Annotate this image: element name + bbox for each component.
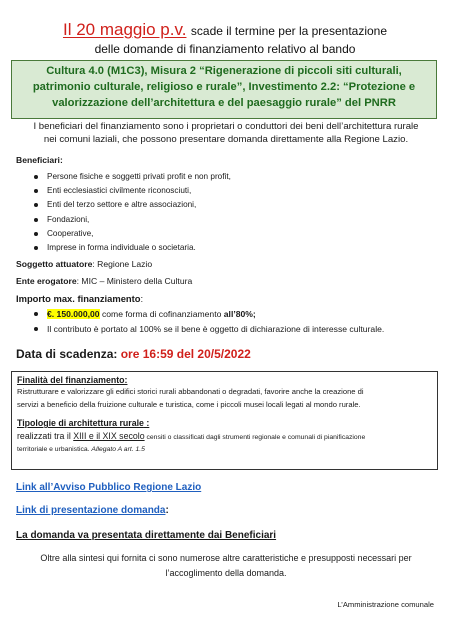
- types-lead: realizzati tra il: [17, 431, 74, 441]
- submission-link-line: [16, 505, 169, 516]
- implementer-line: [16, 259, 152, 269]
- beneficiaries-list: [34, 170, 231, 255]
- funding-heading: Importo max. finanziamento: [16, 293, 141, 304]
- purpose-text-line-2: servizi a beneficio della fruizione culturale e turistica, come i piccoli musei locali legati al mondo rurale.: [17, 400, 361, 409]
- types-rest: censiti o classificati dagli strumenti regionale e comunali di pianificazione: [144, 434, 366, 441]
- types-heading: Tipologie di architettura rurale: [17, 418, 144, 428]
- closing-line-2: l’accoglimento della domanda.: [165, 568, 287, 578]
- deadline-value: ore 16:59 del 20/5/2022: [120, 347, 251, 361]
- types-line-2: territoriale e urbanistica.: [17, 446, 92, 453]
- funding-heading-line: [16, 293, 143, 304]
- list-item: Enti ecclesiastici civilmente riconosciuti,: [34, 184, 231, 198]
- submission-link[interactable]: Link di presentazione domanda: [16, 505, 166, 516]
- header-line-1: [0, 20, 450, 40]
- list-item: Imprese in forma individuale o societaria.: [34, 241, 231, 255]
- implementer-label: Soggetto attuatore: [16, 259, 93, 269]
- list-item: [34, 307, 384, 322]
- list-item: Il contributo è portato al 100% se il bene è oggetto di dichiarazione di interesse culturale.: [34, 322, 384, 337]
- intro-line-2: nei comuni laziali, che possono presentare domanda direttamente alla Regione Lazio.: [43, 134, 409, 145]
- deadline-line: [16, 347, 251, 361]
- types-text-line-2: [17, 444, 432, 456]
- details-box: [11, 371, 438, 470]
- header-date-highlight: Il 20 maggio p.v.: [62, 20, 187, 39]
- purpose-heading-colon: :: [124, 375, 128, 385]
- intro-line-1: I beneficiari del finanziamento sono i proprietari o conduttori dei beni dell’architettura rurale: [33, 121, 419, 132]
- issuer-label: Ente erogatore: [16, 276, 77, 286]
- list-item: Cooperative,: [34, 227, 231, 241]
- types-heading-colon: :: [143, 418, 150, 428]
- program-title-box: [11, 60, 437, 119]
- program-title-line-3: valorizzazione dell’architettura e del paesaggio rurale” del PNRR: [52, 97, 396, 109]
- program-title-line-1: Cultura 4.0 (M1C3), Misura 2 “Rigenerazione di piccoli siti culturali,: [46, 65, 402, 77]
- deadline-label: Data di scadenza: [16, 347, 114, 361]
- types-range: XIII e il XIX secolo: [73, 431, 145, 441]
- types-reference: Allegato A art. 1.5: [91, 446, 145, 453]
- signature: L’Amministrazione comunale: [337, 600, 434, 609]
- purpose-text-line-1: Ristrutturare e valorizzare gli edifici storici rurali abbandonati o degradati, favorire anche la creazione di: [17, 387, 364, 396]
- intro-paragraph: [14, 120, 438, 146]
- notice-link[interactable]: Link all’Avviso Pubblico Regione Lazio: [16, 482, 202, 493]
- types-heading-line: [17, 418, 149, 428]
- purpose-heading-line: [17, 375, 127, 385]
- funding-list: [34, 307, 384, 337]
- list-item: Persone fisiche e soggetti privati profit e non profit,: [34, 170, 231, 184]
- submission-note: La domanda va presentata direttamente dai Beneficiari: [16, 530, 277, 541]
- implementer-value: : Regione Lazio: [92, 259, 153, 269]
- header-line-1-text: scade il termine per la presentazione: [190, 24, 388, 38]
- closing-line-1: Oltre alla sintesi qui fornita ci sono numerose altre caratteristiche e presupposti necessari per: [40, 553, 412, 563]
- issuer-value: : MIC – Ministero della Cultura: [76, 276, 193, 286]
- closing-paragraph: [20, 551, 432, 581]
- list-item: Enti del terzo settore e altre associazioni,: [34, 198, 231, 212]
- program-title-line-2: patrimonio culturale, religioso e rurale”, Investimento 2.2: “Protezione e: [32, 81, 416, 93]
- types-text-line-1: [17, 430, 432, 444]
- funding-heading-colon: :: [140, 293, 144, 304]
- funding-amount: €. 150.000,00: [47, 309, 100, 319]
- deadline-colon: :: [113, 347, 121, 361]
- funding-percent: all’80%;: [223, 309, 256, 319]
- list-item: Fondazioni,: [34, 213, 231, 227]
- submission-link-colon: :: [165, 505, 169, 516]
- funding-amount-text: come forma di cofinanziamento: [99, 309, 224, 319]
- purpose-heading: Finalità del finanziamento: [17, 375, 125, 385]
- beneficiaries-heading: Beneficiari:: [16, 155, 63, 165]
- header-line-2: delle domande di finanziamento relativo al bando: [94, 42, 356, 56]
- issuer-line: [16, 276, 192, 286]
